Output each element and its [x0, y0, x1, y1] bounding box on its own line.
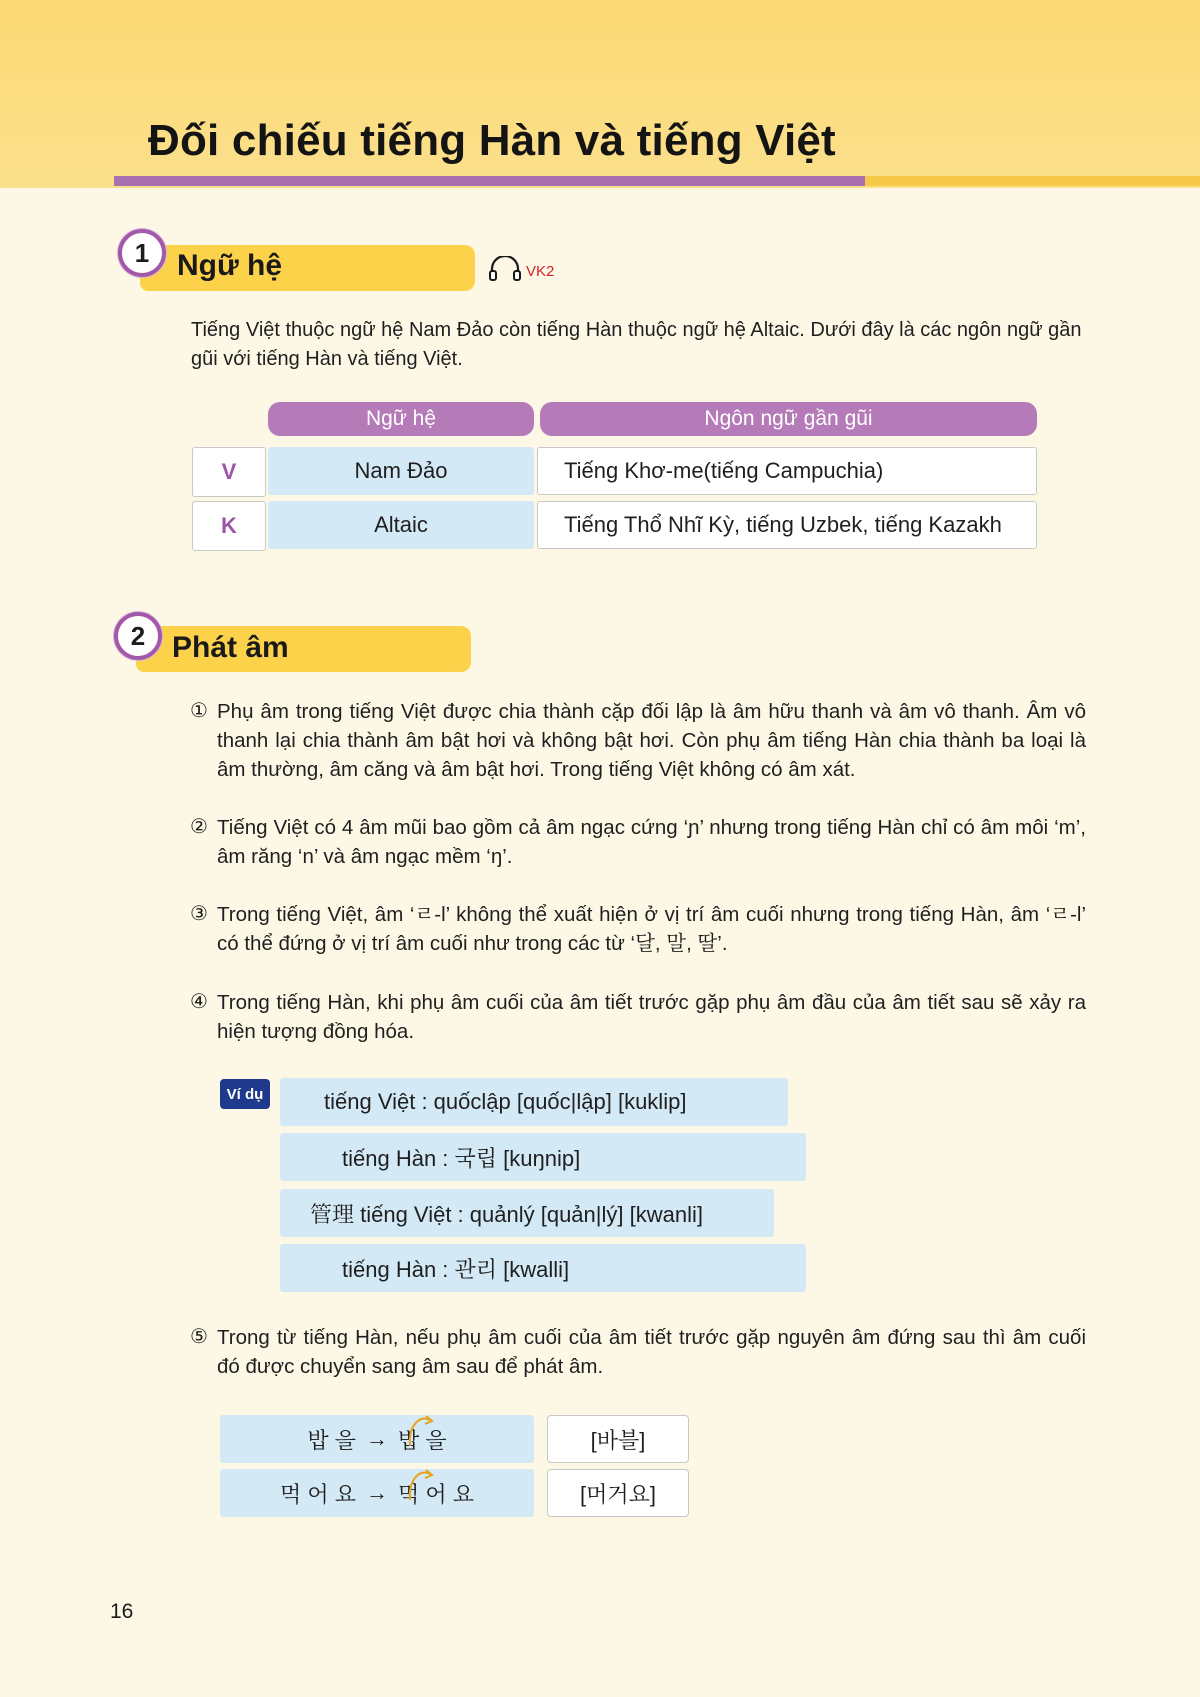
- list-item-number: ④: [190, 991, 208, 1013]
- table-cell-related: Tiếng Khơ-me(tiếng Campuchia): [537, 447, 1037, 495]
- link-arrow-icon: [406, 1460, 440, 1506]
- example-row: tiếng Hàn : 국립 [kuŋnip]: [280, 1133, 806, 1181]
- list-item-text: Trong từ tiếng Hàn, nếu phụ âm cuối của âm tiết trước gặp nguyên âm đứng sau thì âm cuối đó được chuyển sang âm sau để phát âm.: [217, 1326, 1086, 1378]
- liaison-word: 먹 어 요: [280, 1481, 356, 1507]
- list-item: [190, 813, 1086, 871]
- table-header-related: Ngôn ngữ gần gũi: [540, 402, 1037, 436]
- list-item-text: Trong tiếng Hàn, khi phụ âm cuối của âm tiết trước gặp phụ âm đầu của âm tiết sau sẽ xảy ra hiện tượng đồng hóa.: [217, 991, 1086, 1043]
- section-title: Ngữ hệ: [177, 249, 283, 282]
- list-item-text: Tiếng Việt có 4 âm mũi bao gồm cả âm ngạc cứng ‘ɲ’ nhưng trong tiếng Hàn chỉ có âm môi ‘m’, âm răng ‘n’ và âm ngạc mềm ‘ŋ’.: [217, 816, 1086, 868]
- liaison-word: 밥 을: [307, 1427, 356, 1453]
- table-header-family: Ngữ hệ: [268, 402, 534, 436]
- example-row: tiếng Việt : quốclập [quốc|lập] [kuklip]: [280, 1078, 788, 1126]
- liaison-linked: [398, 1478, 474, 1509]
- liaison-syllable: 밥: [397, 1427, 420, 1453]
- liaison-syllable: 어 요: [425, 1481, 474, 1507]
- table-cell-family: Nam Đảo: [268, 447, 534, 495]
- page-title: Đối chiếu tiếng Hàn và tiếng Việt: [148, 116, 836, 165]
- table-cell-code: V: [192, 447, 266, 497]
- list-item: [190, 1323, 1086, 1381]
- section-number-badge: 2: [114, 612, 162, 660]
- table-cell-family: Altaic: [268, 501, 534, 549]
- liaison-linked: [398, 1424, 447, 1455]
- list-item: [190, 697, 1086, 784]
- example-badge: Ví dụ: [220, 1079, 270, 1109]
- link-arrow-icon: [406, 1406, 440, 1452]
- section-title: Phát âm: [172, 631, 289, 664]
- liaison-syllable: 을: [425, 1427, 447, 1453]
- liaison-row: [220, 1415, 534, 1463]
- page-number: 16: [110, 1600, 134, 1623]
- title-rule: [114, 176, 865, 186]
- list-item-number: ②: [190, 816, 208, 838]
- list-item: [190, 988, 1086, 1046]
- list-item-text: Phụ âm trong tiếng Việt được chia thành cặp đối lập là âm hữu thanh và âm vô thanh. Âm vô thanh lại chia thành âm bật hơi và không bật hơi. Còn phụ âm tiếng Hàn chia thành ba loại là âm thường, âm căng và âm bật hơi. Trong tiếng Việt không có âm xát.: [217, 700, 1086, 781]
- example-row: 管理 tiếng Việt : quảnlý [quản|lý] [kwanli]: [280, 1189, 774, 1237]
- list-item-text: Trong tiếng Việt, âm ‘ㄹ-l’ không thể xuất hiện ở vị trí âm cuối nhưng trong tiếng Hàn, âm ‘ㄹ-l’ có thể đứng ở vị trí âm cuối như trong các từ ‘달, 말, 딸’.: [217, 903, 1086, 955]
- list-item-number: ③: [190, 903, 208, 925]
- liaison-result: [머거요]: [547, 1469, 689, 1517]
- section-intro: Tiếng Việt thuộc ngữ hệ Nam Đảo còn tiếng Hàn thuộc ngữ hệ Altaic. Dưới đây là các ngôn ngữ gần gũi với tiếng Hàn và tiếng Việt.: [191, 319, 1082, 370]
- audio-track[interactable]: [488, 256, 554, 287]
- arrow-icon: →: [365, 1426, 388, 1451]
- example-row: tiếng Hàn : 관리 [kwalli]: [280, 1244, 806, 1292]
- table-cell-code: K: [192, 501, 266, 551]
- headphones-icon: [488, 256, 522, 287]
- list-item: [190, 900, 1086, 958]
- list-item-number: ⑤: [190, 1326, 208, 1348]
- liaison-row: [220, 1469, 534, 1517]
- section-number-badge: 1: [118, 229, 166, 277]
- table-cell-related: Tiếng Thổ Nhĩ Kỳ, tiếng Uzbek, tiếng Kazakh: [537, 501, 1037, 549]
- audio-code: VK2: [526, 263, 555, 280]
- arrow-icon: →: [365, 1480, 388, 1505]
- title-rule-accent: [865, 176, 1200, 186]
- liaison-syllable: 먹: [397, 1481, 420, 1507]
- list-item-number: ①: [190, 700, 208, 722]
- liaison-result: [바블]: [547, 1415, 689, 1463]
